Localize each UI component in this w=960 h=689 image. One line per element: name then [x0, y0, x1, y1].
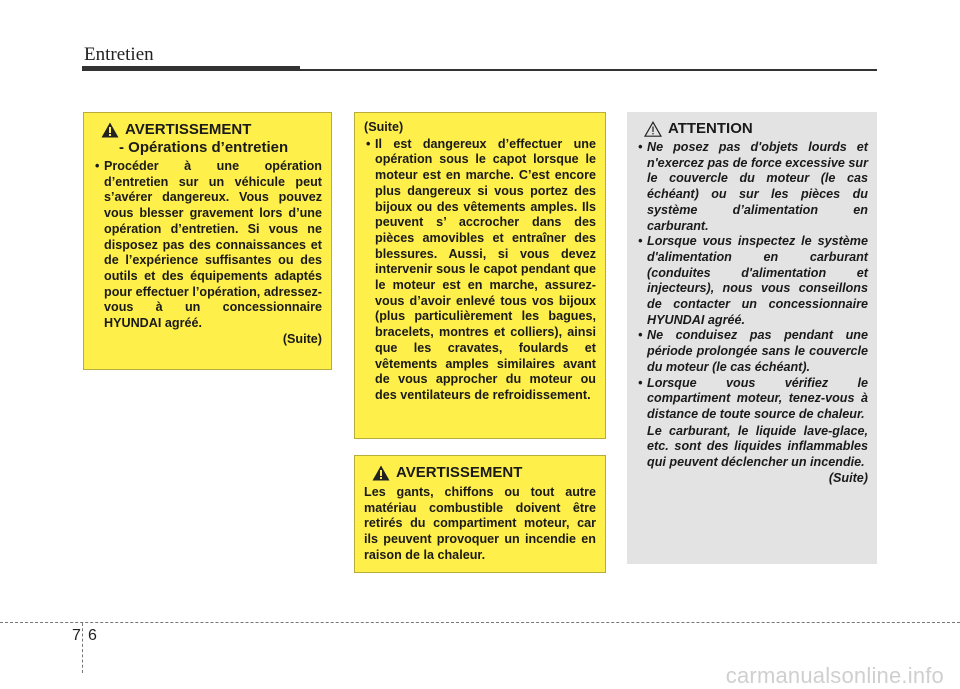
section-title: Entretien [84, 44, 154, 65]
warning-title: AVERTISSEMENT [125, 121, 252, 138]
warning-text: Les gants, chiffons ou tout autre matériau combustible doivent être retirés du compartiment moteur, car ils peuvent provoquer un incendie en raison de la chaleur. [364, 485, 596, 562]
caution-paragraph: Le carburant, le liquide lave-glace, etc. sont des liquides inflammables qui peuvent déclencher un incendie. [647, 423, 868, 470]
warning-heading [93, 121, 322, 138]
continued-label: (Suite) [364, 120, 404, 134]
caution-box [627, 112, 877, 564]
warning-bullet: • Procéder à une opération d’entretien sur un véhicule peut s’avérer dangereux. Vous pouvez vous blesser gravement lors d’une opération d’entretien. Si vous ne disposez pas des connaissances et de l’expérience suffisantes ou des outils et des équipements adaptés pour effectuer l’opération, adressez-vous à un concessionnaire HYUNDAI agréé. [93, 159, 322, 332]
caution-title: ATTENTION [668, 120, 753, 137]
warning-triangle-filled-icon [101, 122, 119, 138]
caution-bullet: • Lorsque vous vérifiez le compartiment moteur, tenez-vous à distance de toute source de chaleur. [636, 376, 868, 423]
continued-label: (Suite) [828, 470, 868, 485]
warning-triangle-outline-icon [644, 121, 662, 137]
footer-dashed-rule [0, 622, 960, 623]
warning-bullet-list [93, 159, 322, 332]
page-number: 6 [88, 627, 97, 644]
caution-bullet: • Ne posez pas d'objets lourds et n'exercez pas de force excessive sur le couvercle du moteur (le cas échéant) ou sur les pièces du système d’alimentation en carburant. [636, 140, 868, 234]
watermark-text: carmanualsonline.info [725, 663, 944, 688]
caution-bullet: • Ne conduisez pas pendant une période prolongée sans le couvercle du moteur (le cas échéant). [636, 328, 868, 375]
warning-subtitle: - Opérations d’entretien [119, 139, 289, 156]
warning-triangle-filled-icon [372, 465, 390, 481]
chapter-number: 7 [72, 627, 81, 644]
warning-box-continued [354, 112, 606, 439]
warning-heading [364, 464, 596, 481]
header-rule-thick [82, 66, 300, 71]
warning-title: AVERTISSEMENT [396, 464, 523, 481]
caution-bullet: • Lorsque vous inspectez le système d'alimentation en carburant (conduites d'alimentation et injecteurs), nous vous conseillons de contacter un concessionnaire HYUNDAI agréé. [636, 234, 868, 328]
caution-heading [636, 120, 868, 137]
warning-bullet: • Il est dangereux d’effectuer une opération sous le capot lorsque le moteur est en marche. C’est encore plus dangereux si vous portez des bijoux ou des vêtements amples. Ils peuvent s’ accrocher dans des pièces amovibles et entraîner des blessures. Aussi, si vous devez intervenir sous le capot pendant que le moteur est en marche, assurez-vous d’avoir enlevé tous vos bijoux (plus particulièrement les bagues, bracelets, montres et colliers), ainsi que les cravates, foulards et vêtements amples similaires avant de vous approcher du moteur ou des ventilateurs de refroidissement. [364, 137, 596, 404]
header-rule-thin [300, 69, 877, 71]
continued-label: (Suite) [282, 331, 322, 346]
caution-bullet-list [636, 140, 868, 423]
warning-bullet-list [364, 137, 596, 404]
warning-box-maintenance [83, 112, 332, 370]
warning-box-combustibles [354, 455, 606, 573]
footer-dashed-divider [82, 623, 83, 673]
